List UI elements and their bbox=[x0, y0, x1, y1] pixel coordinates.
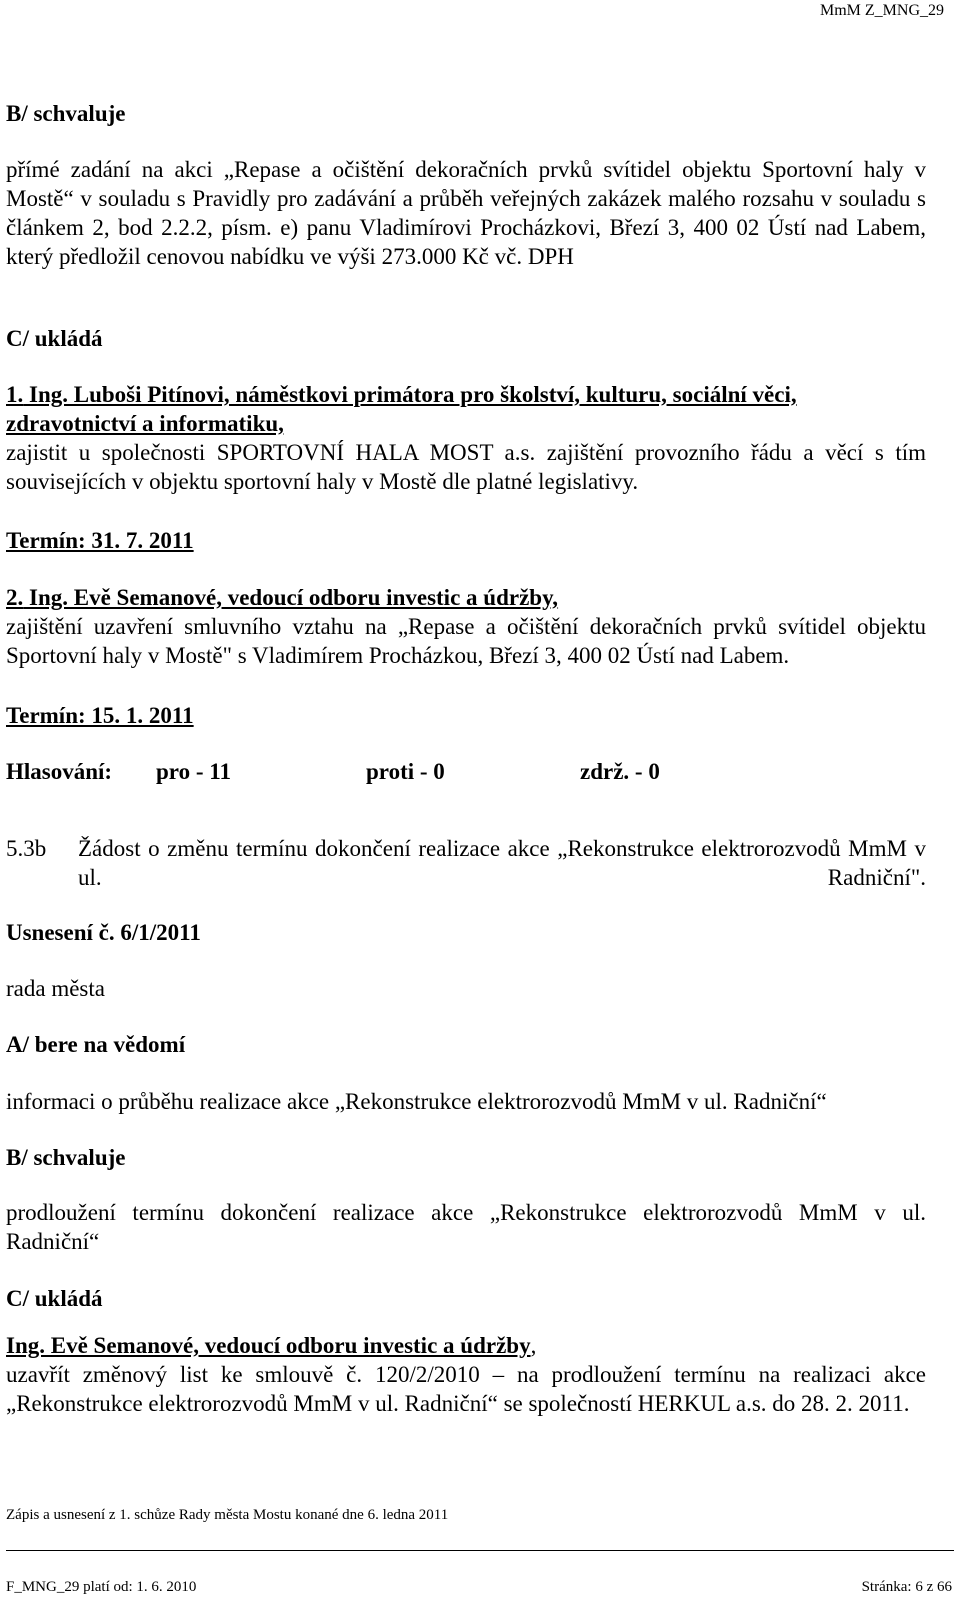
resolution-c-assignee bbox=[6, 1331, 926, 1360]
vote-zdrz: zdrž. - 0 bbox=[580, 759, 660, 784]
task-1-number: 1. bbox=[6, 382, 24, 407]
document-code: MmM Z_MNG_29 bbox=[819, 2, 944, 19]
task-2-person: Ing. Evě Semanové, vedoucí odboru investic a údržby, bbox=[29, 585, 559, 610]
task-1-person: Ing. Luboši Pitínovi, náměstkovi primátora pro školství, kulturu, sociální věci, zdravotnictví a informatiku, bbox=[6, 382, 797, 436]
task-2-text: zajištění uzavření smluvního vztahu na „Repase a očištění dekoračních prvků svítidel objektu Sportovní haly v Mostě" s Vladimírem Procházkou, Březí 3, 400 02 Ústí nad Labem. bbox=[6, 614, 926, 668]
resolution-heading-c: C/ ukládá bbox=[6, 1286, 103, 1311]
footer-minutes: Zápis a usnesení z 1. schůze Rady města Mostu konané dne 6. ledna 2011 bbox=[6, 1507, 449, 1523]
section-heading-c-assigns: C/ ukládá bbox=[6, 326, 103, 351]
vote-result bbox=[6, 757, 926, 786]
task-2-number: 2. bbox=[6, 585, 24, 610]
resolution-heading-a: A/ bere na vědomí bbox=[6, 1032, 186, 1057]
section-heading-b-approves: B/ schvaluje bbox=[6, 101, 126, 126]
footer-page-number: Stránka: 6 z 66 bbox=[861, 1579, 952, 1595]
resolution-b-text: prodloužení termínu dokončení realizace akce „Rekonstrukce elektrorozvodů MmM v ul. Radniční“ bbox=[6, 1200, 926, 1254]
resolution-heading-b: B/ schvaluje bbox=[6, 1145, 126, 1170]
item-title: Žádost o změnu termínu dokončení realizace akce „Rekonstrukce elektrorozvodů MmM v ul. Radniční". bbox=[78, 836, 926, 890]
vote-proti: proti - 0 bbox=[366, 759, 445, 784]
resolution-body: rada města bbox=[6, 976, 105, 1001]
resolution-title: Usnesení č. 6/1/2011 bbox=[6, 920, 201, 945]
vote-label: Hlasování: bbox=[6, 759, 113, 784]
task-2-assignee bbox=[6, 583, 926, 612]
item-number: 5.3b bbox=[6, 836, 47, 861]
resolution-a-text: informaci o průběhu realizace akce „Rekonstrukce elektrorozvodů MmM v ul. Radniční“ bbox=[6, 1089, 827, 1114]
section-b-text: přímé zadání na akci „Repase a očištění dekoračních prvků svítidel objektu Sportovní haly v Mostě“ v souladu s Pravidly pro zadávání a průběh veřejných zakázek malého rozsahu v souladu s článkem 2, bod 2.2.2, písm. e) panu Vladimírovi Procházkovi, Březí 3, 400 02 Ústí nad Labem, který předložil cenovou nabídku ve výši 273.000 Kč vč. DPH bbox=[6, 157, 926, 269]
task-1-text: zajistit u společnosti SPORTOVNÍ HALA MOST a.s. zajištění provozního řádu a věcí s tím souvisejících v objektu sportovní haly v Mostě dle platné legislativy. bbox=[6, 440, 926, 494]
footer-divider bbox=[6, 1550, 954, 1551]
task-1 bbox=[6, 380, 926, 496]
task-1-assignee bbox=[6, 380, 926, 438]
vote-pro: pro - 11 bbox=[156, 759, 231, 784]
resolution-c-person-suffix: , bbox=[530, 1333, 537, 1358]
resolution-c-person: Ing. Evě Semanové, vedoucí odboru investic a údržby bbox=[6, 1333, 531, 1358]
task-2 bbox=[6, 583, 926, 670]
resolution-c-text: uzavřít změnový list ke smlouvě č. 120/2/2010 – na prodloužení termínu na realizaci akce „Rekonstrukce elektrorozvodů MmM v ul. Radniční“ se společností HERKUL a.s. do 28. 2. 2011. bbox=[6, 1362, 926, 1416]
resolution-c-task bbox=[6, 1331, 926, 1418]
task-1-deadline: Termín: 31. 7. 2011 bbox=[6, 528, 194, 553]
task-2-deadline: Termín: 15. 1. 2011 bbox=[6, 703, 194, 728]
footer-form-code: F_MNG_29 platí od: 1. 6. 2010 bbox=[6, 1579, 197, 1595]
